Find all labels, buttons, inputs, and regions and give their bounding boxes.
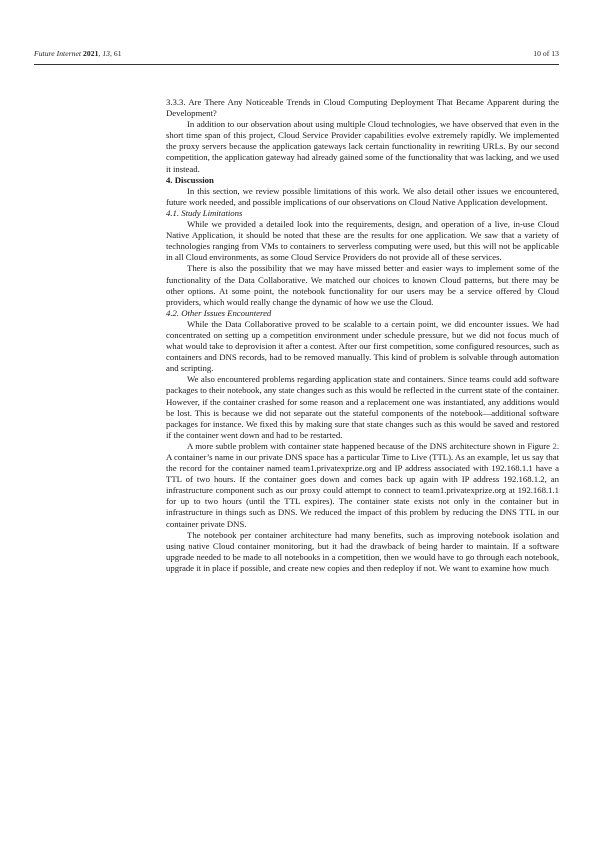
paragraph bbox=[166, 441, 559, 530]
paragraph: While the Data Collaborative proved to be scalable to a certain point, we did encounter issues. We had concentrated on setting up a competition environment under schedule pressure, but we did not focus much of what would take to deprovision it after a contest. After our first competition, some configured resources, such as containers and DNS records, had to be removed manually. This kind of problem is solvable through automation and scripting. bbox=[166, 318, 559, 374]
subsection-heading-3-3-3: 3.3.3. Are There Any Noticeable Trends in Cloud Computing Deployment That Became Apparent during the Development? bbox=[166, 97, 559, 119]
figure-link[interactable]: 2 bbox=[552, 440, 557, 451]
paragraph: While we provided a detailed look into the requirements, design, and operation of a live, in-use Cloud Native Application, it should be noted that these are the results for one application. We saw that a variety of technologies ranging from VMs to containers to serverless computing were used, but this will not be applicable in all Cloud environments, as some Cloud Service Providers do not provide all of these services. bbox=[166, 219, 559, 263]
paragraph: We also encountered problems regarding application state and containers. Since teams could add software packages to their notebook, any state changes such as this would be reflected in the current state of the container. However, if the container crashed for some reason and a replacement one was instantiated, any additions would be lost. This is because we did not separate out the stateful components of the notebook—additional software packages for instance. We fixed this by making sure that state changes such as this would be saved and restored if the container went down and had to be restarted. bbox=[166, 374, 559, 440]
subsection-heading-study-limitations: 4.1. Study Limitations bbox=[166, 207, 243, 218]
paragraph-text: A more subtle problem with container state happened because of the DNS architecture shown in Figure bbox=[187, 440, 553, 451]
section-heading-discussion: 4. Discussion bbox=[166, 174, 214, 185]
paragraph: In addition to our observation about using multiple Cloud technologies, we have observed that even in the short time span of this project, Cloud Service Provider capabilities evolve extremely rapidly. We implemented the proxy servers because the application gateways lack certain functionality in rewriting URLs. By our second competition, the application gateway had already gained some of the functionality that was lacking, and we used it instead. bbox=[166, 119, 559, 174]
paragraph: There is also the possibility that we may have missed better and easier ways to implement some of the functionality of the Data Collaborative. We matched our choices to known Cloud patterns, but there may be other options. At some point, the notebook functionality for our users may be a service offered by Cloud providers, which would really change the dynamic of how we use the Cloud. bbox=[166, 263, 559, 307]
page-body bbox=[166, 97, 559, 574]
article-number: 61 bbox=[111, 49, 122, 58]
page-number: 10 of 13 bbox=[533, 49, 559, 58]
journal-year: 2021 bbox=[83, 49, 99, 58]
paragraph: The notebook per container architecture had many benefits, such as improving notebook isolation and using native Cloud container monitoring, but it had the drawback of being harder to maintain. If a software upgrade needed to be made to all notebooks in a competition, then we would have to go through each notebook, upgrade it in place if possible, and create new copies and then redeploy if not. We want to examine how much bbox=[166, 529, 559, 573]
citation bbox=[34, 49, 122, 59]
subsection-heading-other-issues: 4.2. Other Issues Encountered bbox=[166, 307, 272, 318]
journal-volume: , 13, bbox=[98, 49, 112, 58]
paragraph: In this section, we review possible limitations of this work. We also detail other issues we encountered, future work needed, and possible implications of our observations on Cloud Native Application development. bbox=[166, 185, 559, 207]
journal-name: Future Internet bbox=[34, 49, 82, 58]
paragraph-text: . A container’s name in our private DNS space has a particular Time to Live (TTL). As an example, let us say that the record for the container named team1.privatexprize.org and IP address associated with 192.168.1.1 have a TTL of two hours. If the container goes down and comes back up again with IP address 192.168.1.2, an infrastructure component such as our proxy could attempt to connect to team1.privatexprize.org at 192.168.1.1 for up to two hours (until the TTL expires). The container state exists not only in the container but in infrastructure in things such as DNS. We reduced the impact of this problem by reducing the DNS TTL in our container private DNS. bbox=[166, 440, 559, 529]
header-rule bbox=[34, 64, 559, 65]
